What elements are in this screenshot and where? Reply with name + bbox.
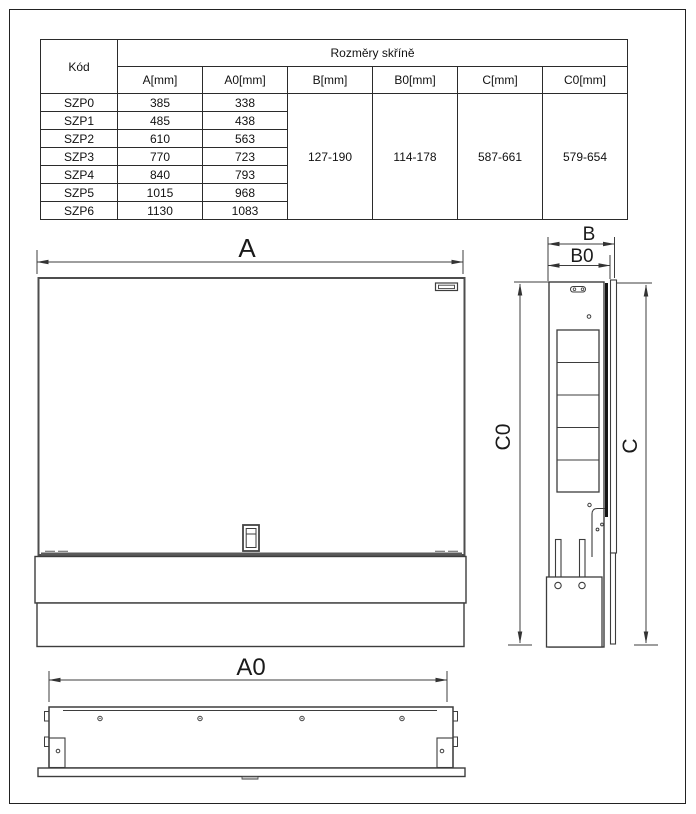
dim-c0-label: C0 — [492, 423, 515, 451]
cell-code: SZP1 — [41, 112, 118, 130]
side-bottom-bracket — [547, 577, 603, 647]
side-leg — [556, 540, 562, 578]
cell-code: SZP6 — [41, 202, 118, 220]
side-door-panel-strip — [611, 280, 617, 553]
dim-b0-label: B0 — [570, 246, 594, 267]
cell-a: 385 — [118, 94, 203, 112]
cell-code: SZP4 — [41, 166, 118, 184]
cell-a: 485 — [118, 112, 203, 130]
cell-a0: 793 — [203, 166, 288, 184]
cell-a: 840 — [118, 166, 203, 184]
cell-code: SZP0 — [41, 94, 118, 112]
cell-b0-range: 114-178 — [373, 94, 458, 220]
col-header-a0: A0[mm] — [203, 67, 288, 94]
cell-code: SZP2 — [41, 130, 118, 148]
cell-a: 610 — [118, 130, 203, 148]
side-bracket-hole — [555, 582, 561, 588]
table-header-code: Kód — [41, 40, 118, 94]
col-header-b: B[mm] — [288, 67, 373, 94]
front-plinth — [37, 603, 464, 647]
bottom-body — [49, 707, 453, 768]
cell-b-range: 127-190 — [288, 94, 373, 220]
dim-a-label: A — [238, 233, 256, 263]
cell-a0: 968 — [203, 184, 288, 202]
side-door-edge — [605, 283, 608, 517]
front-door-panel — [39, 278, 465, 555]
col-header-b0: B0[mm] — [373, 67, 458, 94]
cell-a: 770 — [118, 148, 203, 166]
dim-a0-label: A0 — [236, 654, 266, 681]
col-header-a: A[mm] — [118, 67, 203, 94]
cell-c0-range: 579-654 — [543, 94, 628, 220]
cell-a0: 338 — [203, 94, 288, 112]
front-door-bottom-edge — [41, 553, 462, 556]
cell-a: 1130 — [118, 202, 203, 220]
side-view — [492, 224, 658, 647]
table-header-group: Rozměry skříně — [118, 40, 628, 67]
dim-b-label: B — [582, 224, 596, 245]
side-door-panel-strip-lower — [611, 553, 616, 644]
side-leg — [580, 540, 586, 578]
bottom-view — [38, 654, 465, 779]
cell-code: SZP3 — [41, 148, 118, 166]
cell-a: 1015 — [118, 184, 203, 202]
cell-c-range: 587-661 — [458, 94, 543, 220]
cell-a0: 438 — [203, 112, 288, 130]
cell-code: SZP5 — [41, 184, 118, 202]
bottom-center-tab — [242, 777, 258, 780]
cell-a0: 1083 — [203, 202, 288, 220]
cell-a0: 563 — [203, 130, 288, 148]
bottom-base-plate — [38, 768, 465, 777]
front-view — [35, 233, 466, 647]
dim-c-label: C — [619, 438, 642, 454]
cell-a0: 723 — [203, 148, 288, 166]
col-header-c0: C0[mm] — [543, 67, 628, 94]
col-header-c: C[mm] — [458, 67, 543, 94]
front-lower-frame — [35, 557, 466, 604]
side-bracket-hole — [579, 582, 585, 588]
